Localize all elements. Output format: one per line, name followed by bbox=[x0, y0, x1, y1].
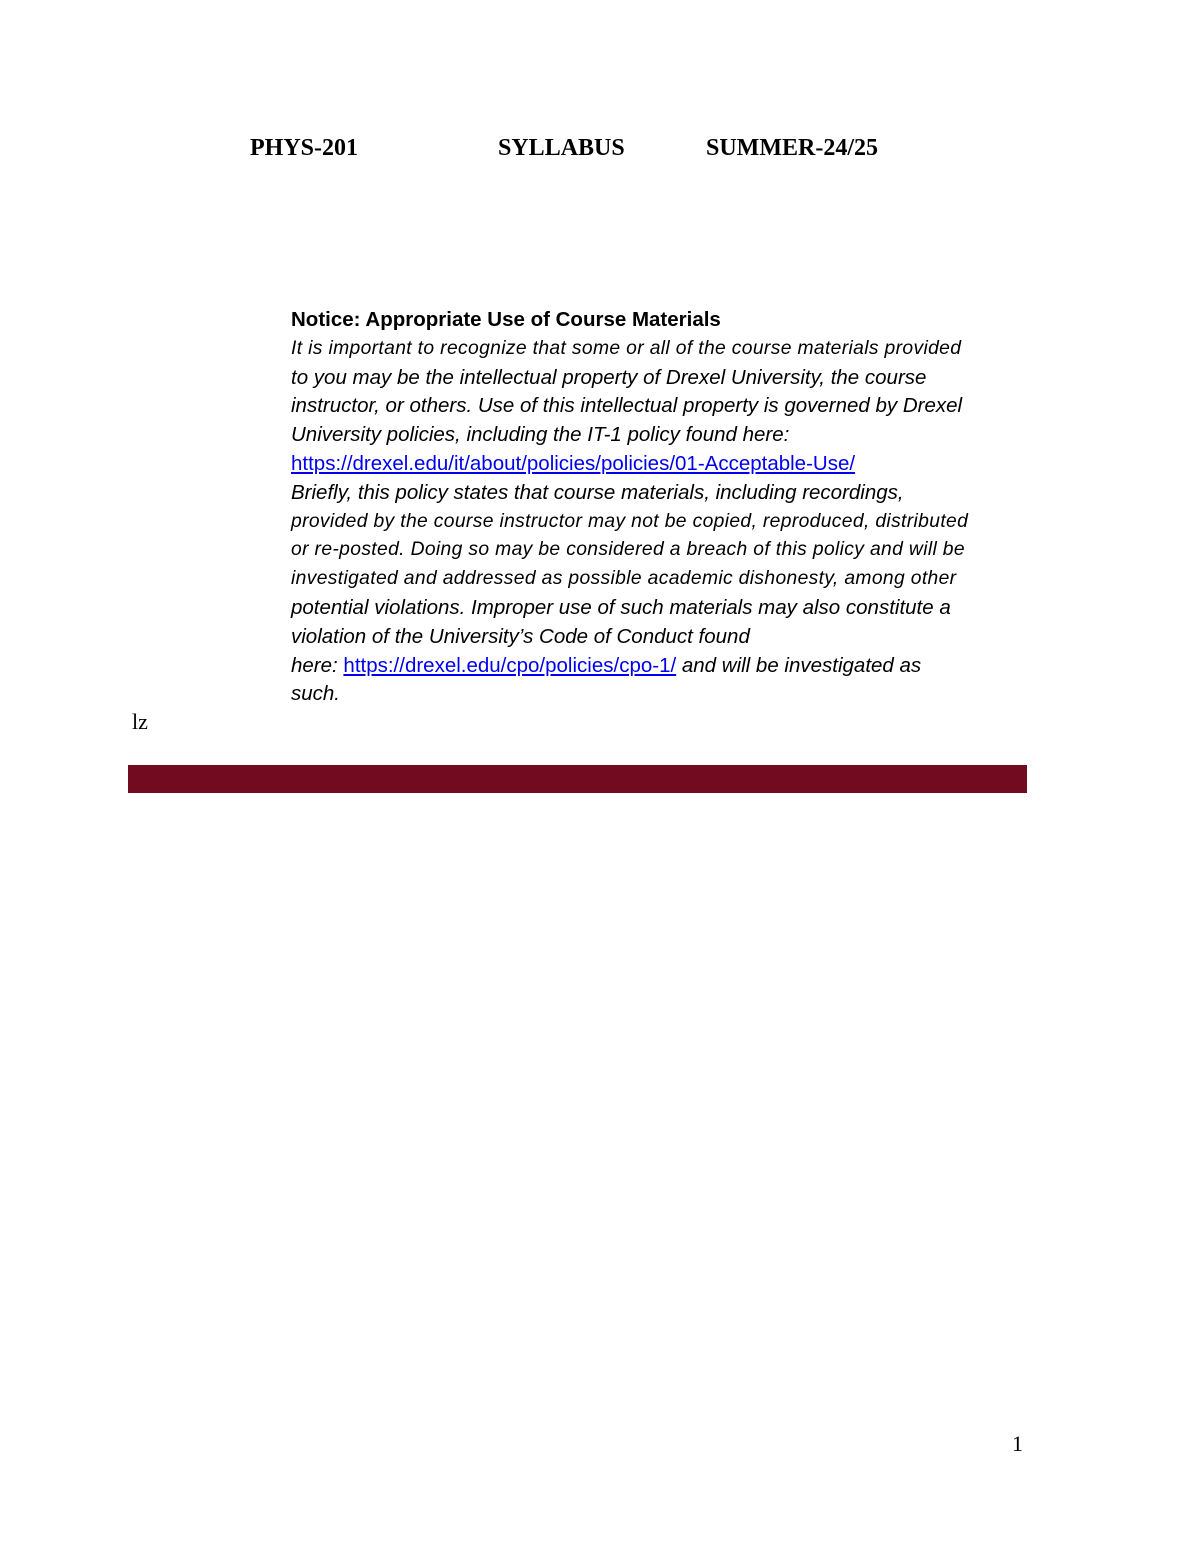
course-code: PHYS-201 bbox=[250, 135, 358, 161]
maroon-divider-bar bbox=[128, 765, 1027, 793]
final-prefix: here: bbox=[291, 653, 344, 677]
notice-line: provided by the course instructor may not be copied, reproduced, distributed bbox=[291, 510, 969, 532]
notice-line: potential violations. Improper use of such materials may also constitute a bbox=[291, 595, 951, 619]
notice-line: investigated and addressed as possible academic dishonesty, among other bbox=[291, 568, 957, 590]
notice-closing: such. bbox=[291, 682, 340, 706]
code-of-conduct-link[interactable]: https://drexel.edu/cpo/policies/cpo-1/ bbox=[343, 653, 677, 677]
notice-line-link bbox=[291, 450, 1031, 479]
notice-title: Notice: Appropriate Use of Course Materials bbox=[291, 308, 721, 331]
term-label: SUMMER-24/25 bbox=[706, 135, 878, 161]
document-type: SYLLABUS bbox=[498, 135, 625, 161]
notice-line: to you may be the intellectual property of Drexel University, the course bbox=[291, 365, 927, 389]
page-number: 1 bbox=[1012, 1431, 1023, 1456]
notice-line: Briefly, this policy states that course materials, including recordings, bbox=[291, 480, 904, 504]
final-suffix: and will be investigated as bbox=[676, 653, 922, 677]
notice-line: University policies, including the IT-1 policy found here: bbox=[291, 423, 790, 447]
notice-line: It is important to recognize that some or all of the course materials provided bbox=[291, 337, 962, 359]
document-header bbox=[0, 133, 1200, 163]
acceptable-use-policy-link[interactable]: https://drexel.edu/it/about/policies/policies/01-Acceptable-Use/ bbox=[291, 451, 856, 475]
materials-notice bbox=[291, 306, 1031, 709]
notice-line: or re-posted. Doing so may be considered a breach of this policy and will be bbox=[291, 539, 965, 561]
notice-line-final bbox=[291, 652, 1031, 681]
notice-line: violation of the University’s Code of Conduct found bbox=[291, 624, 750, 648]
notice-line: instructor, or others. Use of this intellectual property is governed by Drexel bbox=[291, 394, 963, 418]
stray-text: lz bbox=[132, 709, 148, 734]
